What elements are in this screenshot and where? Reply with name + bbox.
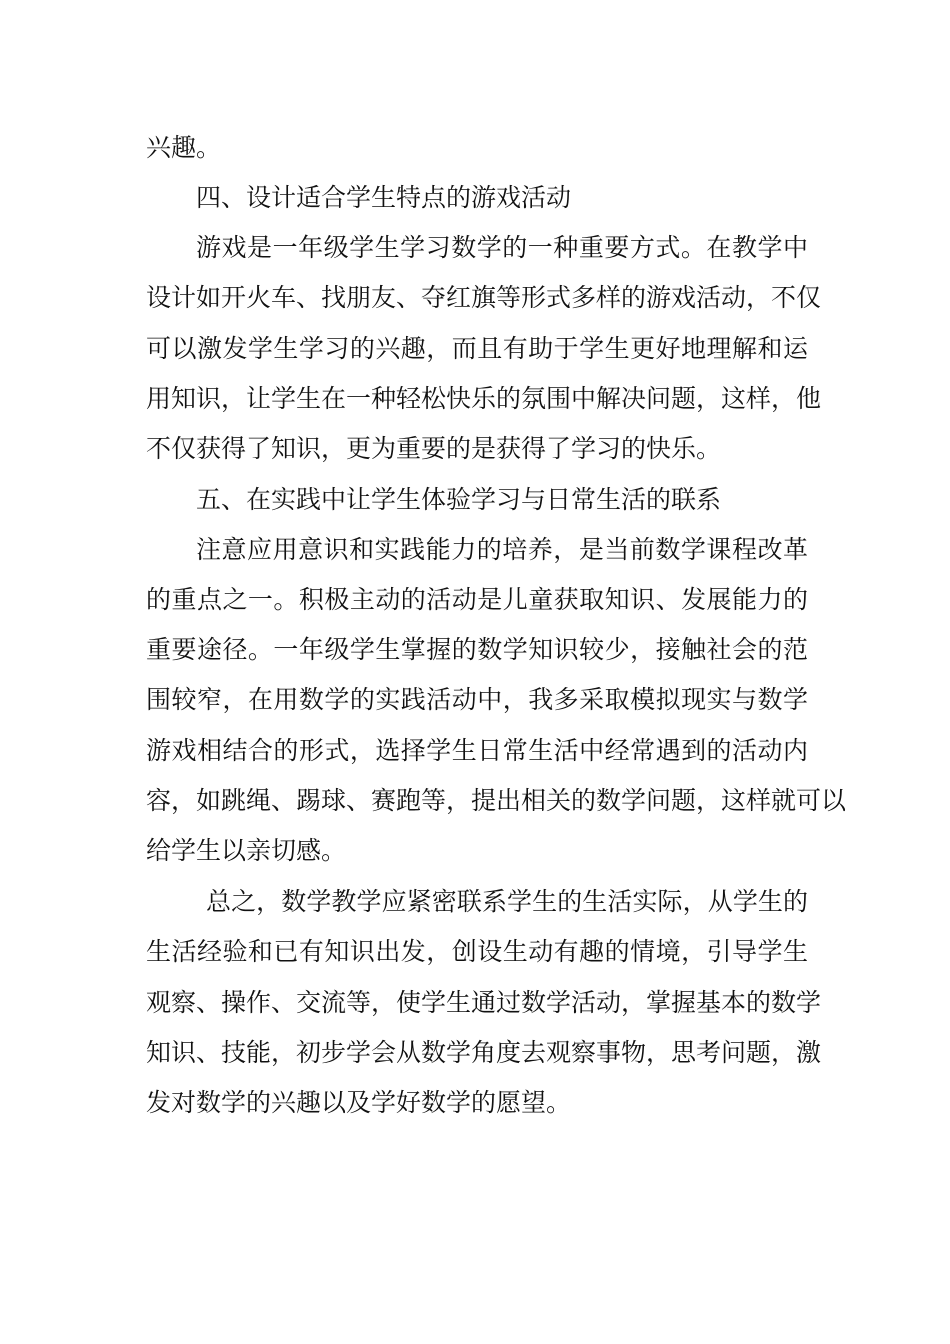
text-line: 给学生以亲切感。 — [146, 836, 347, 865]
text-line: 的重点之一。积极主动的活动是儿童获取知识、发展能力的 — [146, 585, 808, 614]
text-line: 生活经验和已有知识出发，创设生动有趣的情境，引导学生 — [146, 937, 808, 966]
paragraph-first-line: 注意应用意识和实践能力的培养，是当前数学课程改革 — [196, 535, 808, 564]
text-line: 知识、技能，初步学会从数学角度去观察事物，思考问题，激 — [146, 1038, 822, 1067]
text-line: 可以激发学生学习的兴趣，而且有助于学生更好地理解和运 — [146, 334, 808, 363]
section-heading: 四、设计适合学生特点的游戏活动 — [196, 183, 572, 212]
text-line: 观察、操作、交流等，使学生通过数学活动，掌握基本的数学 — [146, 988, 822, 1017]
paragraph-first-line: 游戏是一年级学生学习数学的一种重要方式。在教学中 — [196, 233, 808, 262]
text-line: 用知识，让学生在一种轻松快乐的氛围中解决问题，这样，他 — [146, 384, 822, 413]
text-line: 重要途径。一年级学生掌握的数学知识较少，接触社会的范 — [146, 635, 808, 664]
text-line: 游戏相结合的形式，选择学生日常生活中经常遇到的活动内 — [146, 736, 808, 765]
text-line: 设计如开火车、找朋友、夺红旗等形式多样的游戏活动，不仅 — [146, 283, 822, 312]
text-line: 兴趣。 — [146, 133, 222, 162]
text-line: 发对数学的兴趣以及学好数学的愿望。 — [146, 1088, 572, 1117]
text-line: 围较窄，在用数学的实践活动中，我多采取模拟现实与数学 — [146, 685, 808, 714]
section-heading: 五、在实践中让学生体验学习与日常生活的联系 — [196, 485, 722, 514]
text-line: 不仅获得了知识，更为重要的是获得了学习的快乐。 — [146, 434, 722, 463]
text-line: 容，如跳绳、踢球、赛跑等，提出相关的数学问题，这样就可以 — [146, 786, 847, 815]
paragraph-first-line: 总之，数学教学应紧密联系学生的生活实际，从学生的 — [206, 887, 808, 916]
